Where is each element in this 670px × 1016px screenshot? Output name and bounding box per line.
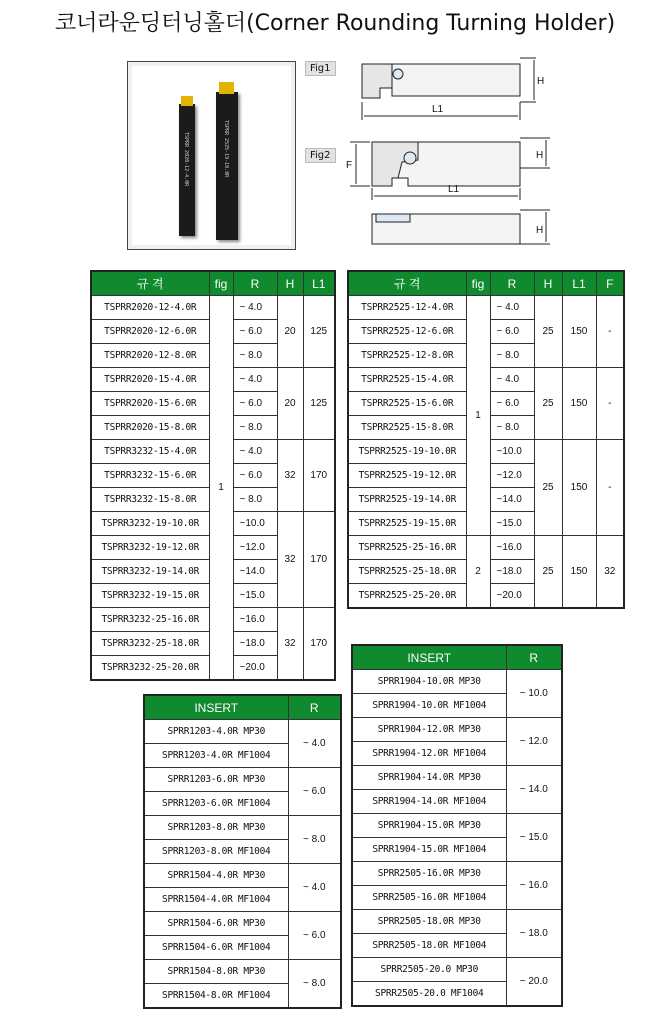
radius-cell: ~18.0 [490, 560, 534, 584]
header-r: R [288, 695, 341, 720]
table-row [144, 768, 341, 792]
radius-cell: ~ 8.0 [288, 960, 341, 1009]
insert-code-cell: SPRR1504-6.0R MF1004 [144, 936, 288, 960]
radius-cell: ~18.0 [233, 632, 277, 656]
spec-code-cell: TSPRR3232-25-20.0R [91, 656, 209, 681]
radius-cell: ~ 4.0 [288, 864, 341, 912]
insert-code-cell: SPRR1203-4.0R MP30 [144, 720, 288, 744]
spec-code-cell: TSPRR3232-19-15.0R [91, 584, 209, 608]
insert-code-cell: SPRR1504-6.0R MP30 [144, 912, 288, 936]
insert-code-cell: SPRR1504-8.0R MP30 [144, 960, 288, 984]
radius-cell: ~ 4.0 [233, 440, 277, 464]
spec-code-cell: TSPRR2525-15-8.0R [348, 416, 466, 440]
spec-code-cell: TSPRR3232-25-16.0R [91, 608, 209, 632]
header-spec: 규 격 [348, 271, 466, 296]
radius-cell: ~14.0 [490, 488, 534, 512]
fig1-insert [393, 69, 403, 79]
height-cell: 20 [277, 368, 303, 440]
spec-code-cell: TSPRR3232-25-18.0R [91, 632, 209, 656]
insert-table-2-body [352, 670, 562, 1007]
insert-code-cell: SPRR2505-18.0R MP30 [352, 910, 506, 934]
insert-code-cell: SPRR1203-8.0R MP30 [144, 816, 288, 840]
height-cell: 20 [277, 296, 303, 368]
spec-code-cell: TSPRR3232-19-10.0R [91, 512, 209, 536]
radius-cell: ~12.0 [490, 464, 534, 488]
insert-code-cell: SPRR1904-14.0R MF1004 [352, 790, 506, 814]
spec-code-cell: TSPRR2525-25-18.0R [348, 560, 466, 584]
height-cell: 25 [534, 368, 562, 440]
height-cell: 32 [277, 440, 303, 512]
spec-code-cell: TSPRR2525-25-16.0R [348, 536, 466, 560]
length-cell: 150 [562, 296, 596, 368]
spec-code-cell: TSPRR2525-19-10.0R [348, 440, 466, 464]
radius-cell: ~ 4.0 [288, 720, 341, 768]
radius-cell: ~ 12.0 [506, 718, 562, 766]
radius-cell: ~15.0 [233, 584, 277, 608]
radius-cell: ~ 8.0 [233, 488, 277, 512]
insert-table-2 [351, 644, 563, 1007]
holder-engraving-large: TSPRR 2525-19-10.0R [223, 120, 229, 178]
spec-code-cell: TSPRR2525-25-20.0R [348, 584, 466, 609]
fig2-dim-l1: L1 [448, 184, 460, 195]
insert-code-cell: SPRR2505-18.0R MF1004 [352, 934, 506, 958]
radius-cell: ~ 8.0 [490, 416, 534, 440]
table-row [91, 296, 335, 320]
radius-cell: ~ 8.0 [233, 344, 277, 368]
radius-cell: ~ 6.0 [490, 320, 534, 344]
spec-code-cell: TSPRR2020-15-6.0R [91, 392, 209, 416]
spec-code-cell: TSPRR2525-19-15.0R [348, 512, 466, 536]
fig-cell: 2 [466, 536, 490, 609]
radius-cell: ~14.0 [233, 560, 277, 584]
radius-cell: ~ 6.0 [288, 912, 341, 960]
insert-code-cell: SPRR1904-10.0R MF1004 [352, 694, 506, 718]
radius-cell: ~16.0 [233, 608, 277, 632]
height-cell: 25 [534, 440, 562, 536]
radius-cell: ~ 14.0 [506, 766, 562, 814]
spec-code-cell: TSPRR2525-15-4.0R [348, 368, 466, 392]
insert-code-cell: SPRR1904-15.0R MF1004 [352, 838, 506, 862]
radius-cell: ~20.0 [490, 584, 534, 609]
radius-cell: ~ 4.0 [490, 368, 534, 392]
header-r: R [233, 271, 277, 296]
height-cell: 25 [534, 296, 562, 368]
table-row [352, 670, 562, 694]
radius-cell: ~ 15.0 [506, 814, 562, 862]
radius-cell: ~15.0 [490, 512, 534, 536]
spec-code-cell: TSPRR3232-19-12.0R [91, 536, 209, 560]
fig1-dim-l1: L1 [432, 104, 444, 115]
fig1-dim-h: H [537, 76, 545, 87]
holder-spec-table-1 [90, 270, 336, 681]
insert-code-cell: SPRR1904-12.0R MP30 [352, 718, 506, 742]
fig1-label: Fig1 [305, 61, 336, 76]
spec-code-cell: TSPRR2525-12-8.0R [348, 344, 466, 368]
f-cell: 32 [596, 536, 624, 609]
spec-code-cell: TSPRR2525-12-4.0R [348, 296, 466, 320]
radius-cell: ~ 6.0 [288, 768, 341, 816]
table-row [352, 958, 562, 982]
insert-code-cell: SPRR1203-6.0R MF1004 [144, 792, 288, 816]
header-r: R [506, 645, 562, 670]
radius-cell: ~ 6.0 [233, 392, 277, 416]
spec-code-cell: TSPRR2020-15-4.0R [91, 368, 209, 392]
header-h: H [277, 271, 303, 296]
table-row [352, 910, 562, 934]
insert-code-cell: SPRR2505-20.0 MF1004 [352, 982, 506, 1007]
header-insert: INSERT [144, 695, 288, 720]
holder-spec-table-1-body [91, 296, 335, 681]
spec-code-cell: TSPRR2020-12-4.0R [91, 296, 209, 320]
f-cell: - [596, 368, 624, 440]
spec-code-cell: TSPRR3232-15-6.0R [91, 464, 209, 488]
radius-cell: ~ 4.0 [233, 368, 277, 392]
header-insert: INSERT [352, 645, 506, 670]
table-row [144, 960, 341, 984]
radius-cell: ~ 8.0 [490, 344, 534, 368]
spec-code-cell: TSPRR2525-19-12.0R [348, 464, 466, 488]
radius-cell: ~10.0 [490, 440, 534, 464]
fig2-label: Fig2 [305, 148, 336, 163]
spec-code-cell: TSPRR3232-15-8.0R [91, 488, 209, 512]
page-title: 코너라운딩터닝홀더(Corner Rounding Turning Holder) [54, 11, 616, 36]
radius-cell: ~ 6.0 [233, 320, 277, 344]
insert-code-cell: SPRR1904-10.0R MP30 [352, 670, 506, 694]
length-cell: 150 [562, 440, 596, 536]
insert-table-1-body [144, 720, 341, 1009]
spec-code-cell: TSPRR3232-19-14.0R [91, 560, 209, 584]
table-row [352, 718, 562, 742]
radius-cell: ~ 18.0 [506, 910, 562, 958]
header-l1: L1 [562, 271, 596, 296]
table-row [348, 536, 624, 560]
length-cell: 150 [562, 368, 596, 440]
radius-cell: ~ 8.0 [233, 416, 277, 440]
table-row [348, 296, 624, 320]
header-l1: L1 [303, 271, 335, 296]
spec-code-cell: TSPRR2020-15-8.0R [91, 416, 209, 440]
table-row [144, 912, 341, 936]
length-cell: 125 [303, 296, 335, 368]
table-row [144, 816, 341, 840]
f-cell: - [596, 296, 624, 368]
fig-cell: 1 [466, 296, 490, 536]
height-cell: 25 [534, 536, 562, 609]
insert-code-cell: SPRR1203-4.0R MF1004 [144, 744, 288, 768]
spec-code-cell: TSPRR2525-15-6.0R [348, 392, 466, 416]
fig2-dim-h: H [536, 150, 544, 161]
header-fig: fig [209, 271, 233, 296]
length-cell: 170 [303, 512, 335, 608]
fig2-insert [404, 152, 416, 164]
radius-cell: ~ 20.0 [506, 958, 562, 1007]
insert-tip-large [219, 82, 234, 94]
insert-code-cell: SPRR2505-16.0R MF1004 [352, 886, 506, 910]
fig-cell: 1 [209, 296, 233, 681]
header-spec: 규 격 [91, 271, 209, 296]
radius-cell: ~12.0 [233, 536, 277, 560]
radius-cell: ~ 4.0 [490, 296, 534, 320]
header-r: R [490, 271, 534, 296]
technical-drawing [340, 50, 560, 250]
fig2-side-dim-h: H [536, 225, 544, 236]
insert-code-cell: SPRR1904-12.0R MF1004 [352, 742, 506, 766]
length-cell: 170 [303, 608, 335, 681]
insert-code-cell: SPRR1203-6.0R MP30 [144, 768, 288, 792]
radius-cell: ~10.0 [233, 512, 277, 536]
insert-code-cell: SPRR1904-14.0R MP30 [352, 766, 506, 790]
insert-code-cell: SPRR1504-4.0R MF1004 [144, 888, 288, 912]
spec-code-cell: TSPRR2525-12-6.0R [348, 320, 466, 344]
f-cell: - [596, 440, 624, 536]
insert-code-cell: SPRR2505-20.0 MP30 [352, 958, 506, 982]
fig2-dim-f: F [346, 160, 353, 171]
table-row [352, 814, 562, 838]
spec-code-cell: TSPRR2020-12-8.0R [91, 344, 209, 368]
length-cell: 170 [303, 440, 335, 512]
length-cell: 150 [562, 536, 596, 609]
insert-code-cell: SPRR1203-8.0R MF1004 [144, 840, 288, 864]
insert-code-cell: SPRR1904-15.0R MP30 [352, 814, 506, 838]
radius-cell: ~ 8.0 [288, 816, 341, 864]
height-cell: 32 [277, 512, 303, 608]
radius-cell: ~ 10.0 [506, 670, 562, 718]
radius-cell: ~ 16.0 [506, 862, 562, 910]
length-cell: 125 [303, 368, 335, 440]
holder-spec-table-2 [347, 270, 625, 609]
insert-table-1 [143, 694, 342, 1009]
table-row [352, 862, 562, 886]
height-cell: 32 [277, 608, 303, 681]
radius-cell: ~16.0 [490, 536, 534, 560]
table-row [144, 864, 341, 888]
header-f: F [596, 271, 624, 296]
header-h: H [534, 271, 562, 296]
spec-code-cell: TSPRR2020-12-6.0R [91, 320, 209, 344]
table-row [144, 720, 341, 744]
insert-code-cell: SPRR1504-4.0R MP30 [144, 864, 288, 888]
spec-code-cell: TSPRR2525-19-14.0R [348, 488, 466, 512]
header-fig: fig [466, 271, 490, 296]
holder-engraving-small: TSPRR 2020-12-4.0R [183, 132, 189, 187]
insert-code-cell: SPRR1504-8.0R MF1004 [144, 984, 288, 1009]
insert-code-cell: SPRR2505-16.0R MP30 [352, 862, 506, 886]
radius-cell: ~20.0 [233, 656, 277, 681]
table-row [352, 766, 562, 790]
radius-cell: ~ 6.0 [490, 392, 534, 416]
spec-code-cell: TSPRR3232-15-4.0R [91, 440, 209, 464]
radius-cell: ~ 6.0 [233, 464, 277, 488]
product-photo [127, 61, 296, 250]
holder-spec-table-2-body [348, 296, 624, 609]
insert-tip-small [181, 96, 193, 106]
radius-cell: ~ 4.0 [233, 296, 277, 320]
